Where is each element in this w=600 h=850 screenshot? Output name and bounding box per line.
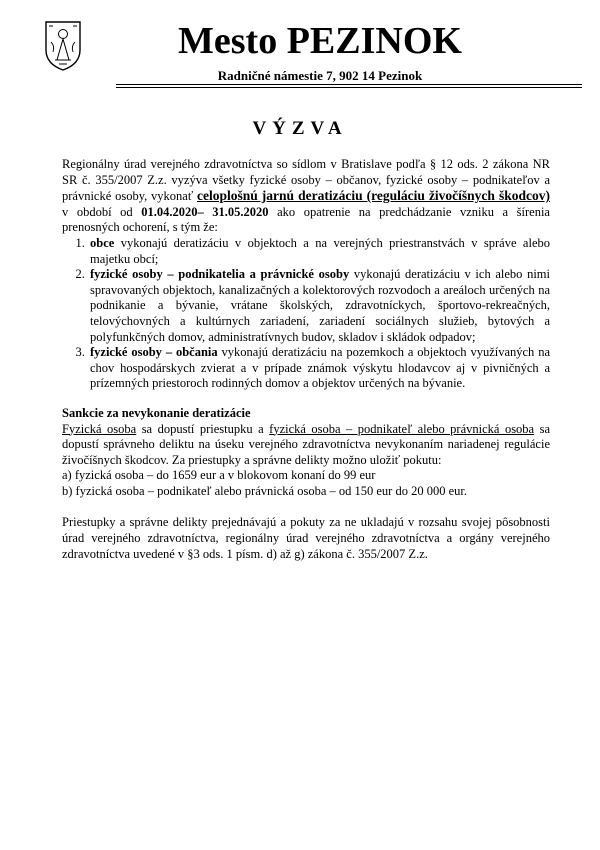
town-address: Radničné námestie 7, 902 14 Pezinok — [217, 68, 423, 83]
town-title: Mesto PEZINOK — [178, 20, 462, 62]
list-item-text: vykonajú deratizáciu v ich alebo nimi spravovaných objektoch, kanalizačných a kolektorových rozvodoch a areáloch určených na podnikanie a bývanie, vrátane školských, zdravotníckych, športovo-rekreačných, telovýchovných a kultúrnych zariadení, zariadení sociálnych služieb, bytových a polyfunkčných domov, administratívnych budov, skladov i skládok odpadov; — [90, 267, 551, 344]
fine-a: a) fyzická osoba – do 1659 eur a v blokovom konaní do 99 eur — [62, 468, 376, 483]
intro-text-1: Regionálny úrad verejného zdravotníctva so sídlom v Bratislave podľa § 12 ods. 2 zákona NR SR č. 355/2007 Z.z. vyzýva všetky fyzické osoby – občanov, fyzické osoby – podnikateľov a právnické osoby, vykonať — [62, 157, 550, 204]
sanctions-paragraph — [62, 422, 550, 469]
spacer — [62, 499, 550, 515]
sanctions-text-2: sa dopustí správneho deliktu na úseku verejného zdravotníctva nevykonaním nariadenej regulácie živočíšnych škodcov. Za priestupky a správne delikty možno uložiť pokutu: — [62, 421, 551, 467]
list-item-bold: fyzické osoby – podnikatelia a právnické osoby — [90, 267, 350, 282]
list-item — [88, 345, 550, 392]
sanctions-text-1: sa dopustí priestupku a — [136, 421, 270, 436]
document-heading: VÝZVA — [252, 118, 348, 139]
header-rule — [116, 84, 582, 85]
list-item-bold: fyzické osoby – občania — [90, 345, 218, 360]
list-item-text: vykonajú deratizáciu na pozemkoch a objektoch využívaných na chov hospodárskych zvierat a v prípade známok výskytu hlodavcov aj v pivničných a prízemných priestoroch rodinných domov a objektov určených na bývanie. — [90, 345, 550, 391]
list-item-bold: obce — [90, 235, 115, 250]
intro-text-2: v období od — [62, 204, 142, 219]
obligations-list — [62, 236, 550, 392]
sanctions-underline-1: Fyzická osoba — [62, 421, 137, 436]
list-item-text: vykonajú deratizáciu v objektoch a na verejných priestranstvách v správe alebo majetku obcí; — [90, 235, 550, 266]
intro-paragraph — [62, 157, 550, 236]
intro-highlight: celoplošnú jarnú deratizáciu (reguláciu živočíšnych škodcov) — [197, 188, 550, 204]
list-item — [88, 236, 550, 267]
intro-dates: 01.04.2020– 31.05.2020 — [141, 204, 269, 219]
document-body — [62, 157, 550, 562]
sanctions-title: Sankcie za nevykonanie deratizácie — [62, 405, 251, 420]
closing-paragraph: Priestupky a správne delikty prejednávajú a pokuty za ne ukladajú v rozsahu svojej pôsobnosti úrad verejného zdravotníctva, regionálny úrad verejného zdravotníctva a orgány verejného zdravotníctva uvedené v §3 ods. 1 písm. d) až g) zákona č. 355/2007 Z.z. — [62, 515, 550, 561]
list-item — [88, 267, 550, 345]
header-rule-thin — [116, 87, 582, 88]
fine-b: b) fyzická osoba – podnikateľ alebo právnická osoba – od 150 eur do 20 000 eur. — [62, 483, 467, 498]
intro-text-3: ako opatrenie na predchádzanie vzniku a šírenia prenosných ochorení, s tým že: — [62, 204, 550, 235]
sanctions-underline-2: fyzická osoba – podnikateľ alebo právnická osoba — [269, 421, 535, 436]
